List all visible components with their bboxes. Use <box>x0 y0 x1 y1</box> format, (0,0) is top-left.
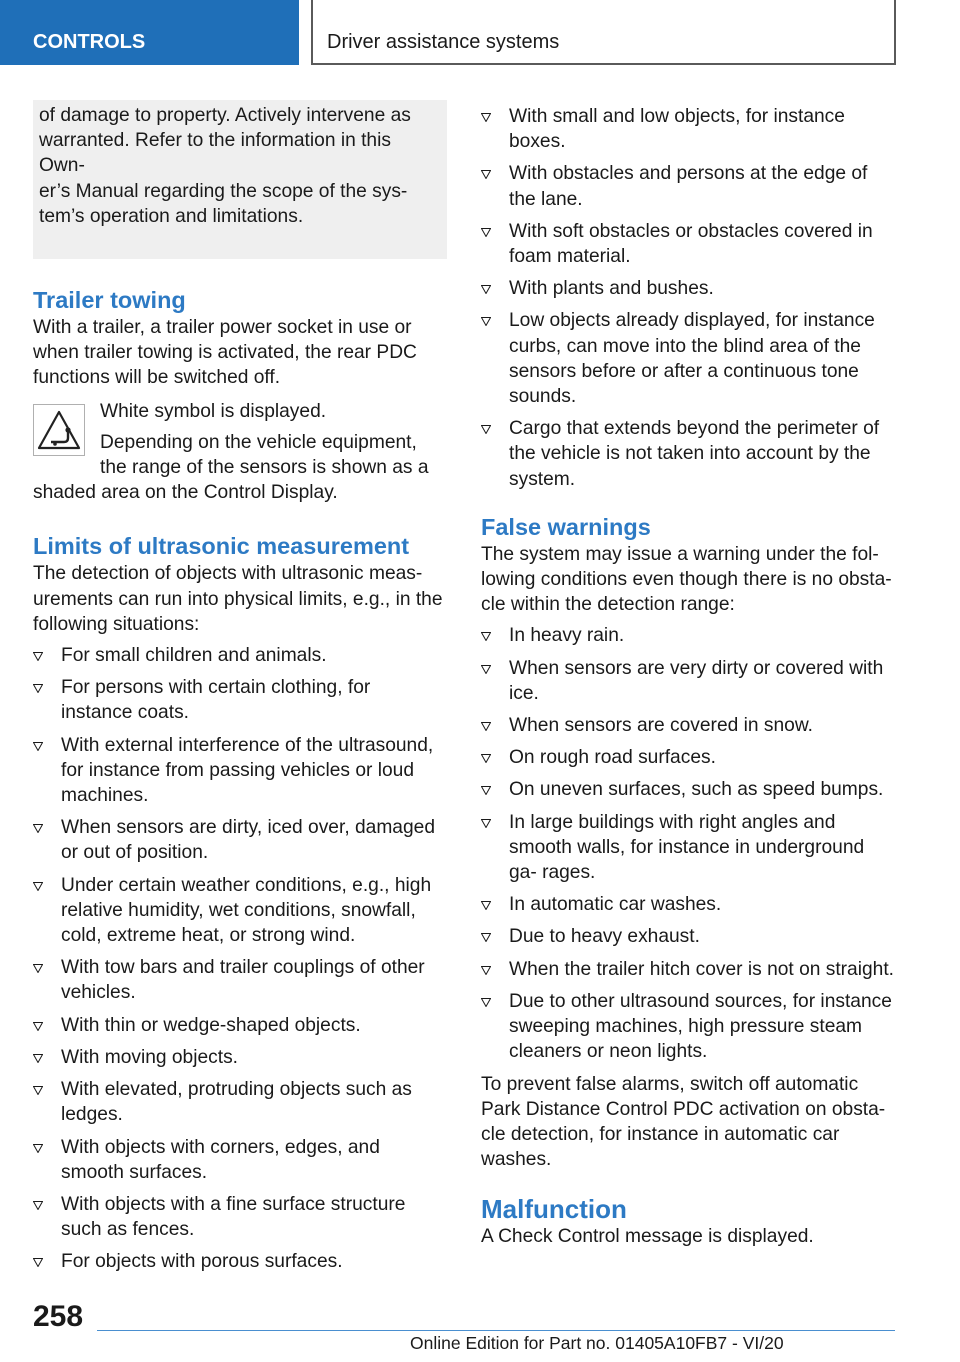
triangle-bullet-icon <box>481 317 491 326</box>
triangle-bullet-icon <box>33 684 43 693</box>
list-item <box>481 416 896 492</box>
triangle-bullet-icon <box>481 228 491 237</box>
list-item <box>481 713 896 738</box>
list-item <box>481 308 896 409</box>
limits-section <box>33 531 447 1274</box>
note-box <box>33 100 447 259</box>
list-item-text: On rough road surfaces. <box>509 747 716 769</box>
list-item <box>481 745 896 770</box>
triangle-bullet-icon <box>33 1086 43 1095</box>
triangle-bullet-icon <box>481 722 491 731</box>
trailer-symbol-row <box>33 399 447 506</box>
triangle-bullet-icon <box>33 1201 43 1210</box>
section-tab <box>0 0 299 65</box>
list-item-text: When the trailer hitch cover is not on straight. <box>509 958 894 980</box>
triangle-bullet-icon <box>481 425 491 434</box>
triangle-bullet-icon <box>481 998 491 1007</box>
limits-list-continued <box>481 104 896 492</box>
false-warnings-heading: False warnings <box>481 513 651 540</box>
trailer-heading: Trailer towing <box>33 287 186 314</box>
list-item-text: With moving objects. <box>61 1046 239 1068</box>
list-item-text: When sensors are dirty, iced over, damaged or out of position. <box>61 817 435 864</box>
list-item-text: When sensors are covered in snow. <box>509 715 813 737</box>
list-item <box>481 656 896 706</box>
list-item-text: With thin or wedge-shaped objects. <box>61 1014 361 1036</box>
list-item <box>33 1135 447 1185</box>
list-item <box>481 957 896 982</box>
limits-heading: Limits of ultrasonic measurement <box>33 533 410 560</box>
list-item <box>481 924 896 949</box>
triangle-bullet-icon <box>33 652 43 661</box>
list-item-text: With tow bars and trailer couplings of other vehicles. <box>61 957 425 1004</box>
edition-info: Online Edition for Part no. 01405A10FB7 - VI/20 <box>410 1333 784 1353</box>
list-item-text: In large buildings with right angles and smooth walls, for instance in underground ga‐ rages. <box>509 811 865 884</box>
list-item <box>481 892 896 917</box>
triangle-bullet-icon <box>481 170 491 179</box>
triangle-bullet-icon <box>33 1258 43 1267</box>
list-item <box>481 623 896 648</box>
triangle-bullet-icon <box>481 632 491 641</box>
list-item-text: When sensors are very dirty or covered with ice. <box>509 657 884 704</box>
list-item-text: Due to heavy exhaust. <box>509 926 700 948</box>
trailer-warning-icon <box>33 404 85 456</box>
triangle-bullet-icon <box>33 824 43 833</box>
list-item-text: For persons with certain clothing, for instance coats. <box>61 677 371 724</box>
note-line: er’s Manual regarding the scope of the sys‐ <box>39 180 408 202</box>
limits-intro: The detection of objects with ultrasonic meas‐ urements can run into physical limits, e.g., in the following situations: <box>33 563 443 635</box>
triangle-bullet-icon <box>33 1054 43 1063</box>
trailer-body: With a trailer, a trailer power socket in use or when trailer towing is activated, the rear PDC functions will be switched off. <box>33 317 417 389</box>
triangle-bullet-icon <box>481 966 491 975</box>
list-item-text: With external interference of the ultrasound, for instance from passing vehicles or loud machines. <box>61 734 434 807</box>
list-item-text: With small and low objects, for instance boxes. <box>509 106 845 153</box>
triangle-bullet-icon <box>481 665 491 674</box>
page-number: 258 <box>33 1300 84 1333</box>
list-item <box>481 161 896 211</box>
list-item <box>33 675 447 725</box>
limits-list <box>33 643 447 1274</box>
triangle-bullet-icon <box>33 882 43 891</box>
footer-divider <box>97 1330 895 1331</box>
triangle-bullet-icon <box>33 964 43 973</box>
malfunction-body: A Check Control message is displayed. <box>481 1226 814 1248</box>
list-item-text: With objects with corners, edges, and smooth surfaces. <box>61 1136 380 1183</box>
list-item-text: On uneven surfaces, such as speed bumps. <box>509 779 884 801</box>
list-item-text: For small children and animals. <box>61 645 327 667</box>
trailer-section <box>33 285 447 505</box>
triangle-bullet-icon <box>481 285 491 294</box>
triangle-bullet-icon <box>481 933 491 942</box>
malfunction-heading: Malfunction <box>481 1194 627 1225</box>
list-item <box>33 1077 447 1127</box>
trailer-detail: Depending on the vehicle equipment, the range of the sensors is shown as a shaded area on the Control Display. <box>33 431 429 504</box>
trailer-symbol-text: White symbol is displayed. <box>100 400 327 422</box>
list-item-text: With plants and bushes. <box>509 278 714 300</box>
triangle-bullet-icon <box>481 819 491 828</box>
note-line: tem’s operation and limitations. <box>39 205 304 227</box>
false-warnings-section <box>481 512 896 1172</box>
list-item <box>33 733 447 809</box>
list-item <box>481 276 896 301</box>
triangle-bullet-icon <box>33 1022 43 1031</box>
list-item <box>481 777 896 802</box>
list-item <box>481 810 896 886</box>
triangle-bullet-icon <box>481 901 491 910</box>
list-item <box>481 989 896 1065</box>
list-item <box>33 873 447 949</box>
list-item <box>33 815 447 865</box>
list-item <box>33 643 447 668</box>
list-item <box>33 955 447 1005</box>
section-label: CONTROLS <box>33 31 146 53</box>
right-column <box>481 100 896 1250</box>
list-item-text: With objects with a fine surface structure such as fences. <box>61 1193 406 1241</box>
list-item-text: Due to other ultrasound sources, for instance sweeping machines, high pressure steam cleaners or neon lights. <box>509 990 892 1063</box>
list-item-text: Cargo that extends beyond the perimeter of the vehicle is not taken into account by the system. <box>509 418 880 490</box>
list-item <box>481 104 896 154</box>
triangle-bullet-icon <box>33 1144 43 1153</box>
chapter-label: Driver assistance systems <box>327 31 560 53</box>
list-item <box>33 1045 447 1070</box>
list-item <box>33 1013 447 1038</box>
chapter-tab <box>311 0 896 65</box>
triangle-bullet-icon <box>33 742 43 751</box>
list-item-text: With soft obstacles or obstacles covered in foam material. <box>509 220 873 268</box>
list-item-text: For objects with porous surfaces. <box>61 1251 343 1273</box>
list-item-text: With elevated, protruding objects such as ledges. <box>61 1079 412 1126</box>
left-column <box>33 100 447 1282</box>
note-line: of damage to property. Actively intervene as <box>39 105 411 126</box>
list-item <box>481 219 896 269</box>
list-item-text: Low objects already displayed, for instance curbs, can move into the blind area of the sensors before or after a continuous tone sounds. <box>509 310 875 408</box>
triangle-bullet-icon <box>481 786 491 795</box>
list-item-text: In automatic car washes. <box>509 894 722 916</box>
false-warnings-list <box>481 623 896 1064</box>
false-warnings-outro: To prevent false alarms, switch off automatic Park Distance Control PDC activation on obsta‐ cle detection, for instance in automatic car washes. <box>481 1073 886 1171</box>
false-warnings-intro: The system may issue a warning under the fol‐ lowing conditions even though there is no obsta‐ cle within the detection range: <box>481 543 892 616</box>
malfunction-section <box>481 1194 896 1249</box>
list-item-text: With obstacles and persons at the edge of the lane. <box>509 163 868 210</box>
note-line: warranted. Refer to the information in this Own‐ <box>39 130 391 177</box>
triangle-bullet-icon <box>481 754 491 763</box>
list-item-text: Under certain weather conditions, e.g., high relative humidity, wet conditions, snowfall, cold, extreme heat, or strong wind. <box>61 874 432 947</box>
list-item-text: In heavy rain. <box>509 625 625 647</box>
triangle-bullet-icon <box>481 113 491 122</box>
list-item <box>33 1192 447 1242</box>
list-item <box>33 1249 447 1274</box>
